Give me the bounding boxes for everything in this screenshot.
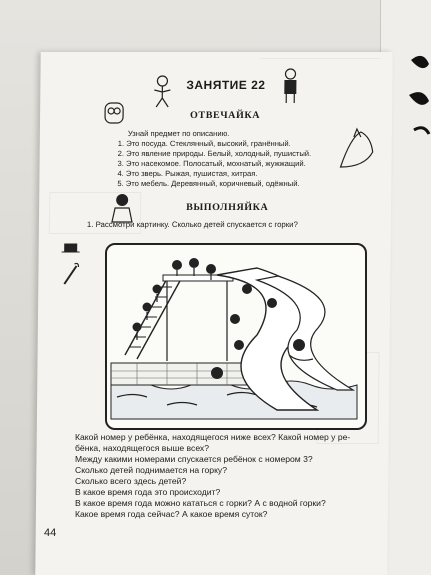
slide-scene-icon (107, 245, 361, 424)
section-heading-otvechayka: ОТВЕЧАЙКА (190, 110, 261, 121)
page-number: 44 (44, 527, 57, 539)
question-line: Какой номер у ребёнка, находящегося ниже всех? Какой номер у ре- (75, 432, 351, 442)
riddle-item: 4. Это зверь. Рыжая, пушистая, хитрая. (117, 169, 258, 178)
hat-and-brush-icon (58, 234, 83, 286)
fox-illustration-icon (335, 122, 376, 172)
boy-character-icon (148, 74, 176, 108)
question-line: Сколько всего здесь детей? (75, 476, 187, 486)
question-line: Какое время года сейчас? А какое время суток? (75, 509, 268, 519)
question-line: бёнка, находящегося выше всех? (75, 443, 209, 453)
teacher-character-icon (277, 67, 303, 105)
riddle-item: 1. Это посуда. Стеклянный, высокий, гранённый. (117, 139, 291, 148)
section-heading-vypolnyayka: ВЫПОЛНЯЙКА (186, 202, 269, 213)
question-line: Сколько детей поднимается на горку? (75, 465, 227, 475)
section1-intro: Узнай предмет по описанию. (127, 129, 230, 138)
question-line: В какое время года это происходит? (75, 487, 221, 497)
task-instruction: 1. Рассмотри картинку. Сколько детей спускается с горки? (86, 220, 298, 229)
water-slide-illustration (105, 243, 367, 430)
question-line: Между какими номерами спускается ребёнок с номером 3? (75, 454, 313, 464)
riddle-item: 5. Это мебель. Деревянный, коричневый, одёжный. (117, 179, 300, 188)
owl-character-icon (102, 100, 126, 126)
riddle-item: 3. Это насекомое. Полосатый, мохнатый, жужжащий. (117, 159, 306, 168)
lesson-title: ЗАНЯТИЕ 22 (186, 78, 266, 92)
riddle-item: 2. Это явление природы. Белый, холодный, пушистый. (117, 149, 312, 158)
question-line: В какое время года можно кататься с горки? А с водной горки? (75, 498, 326, 508)
